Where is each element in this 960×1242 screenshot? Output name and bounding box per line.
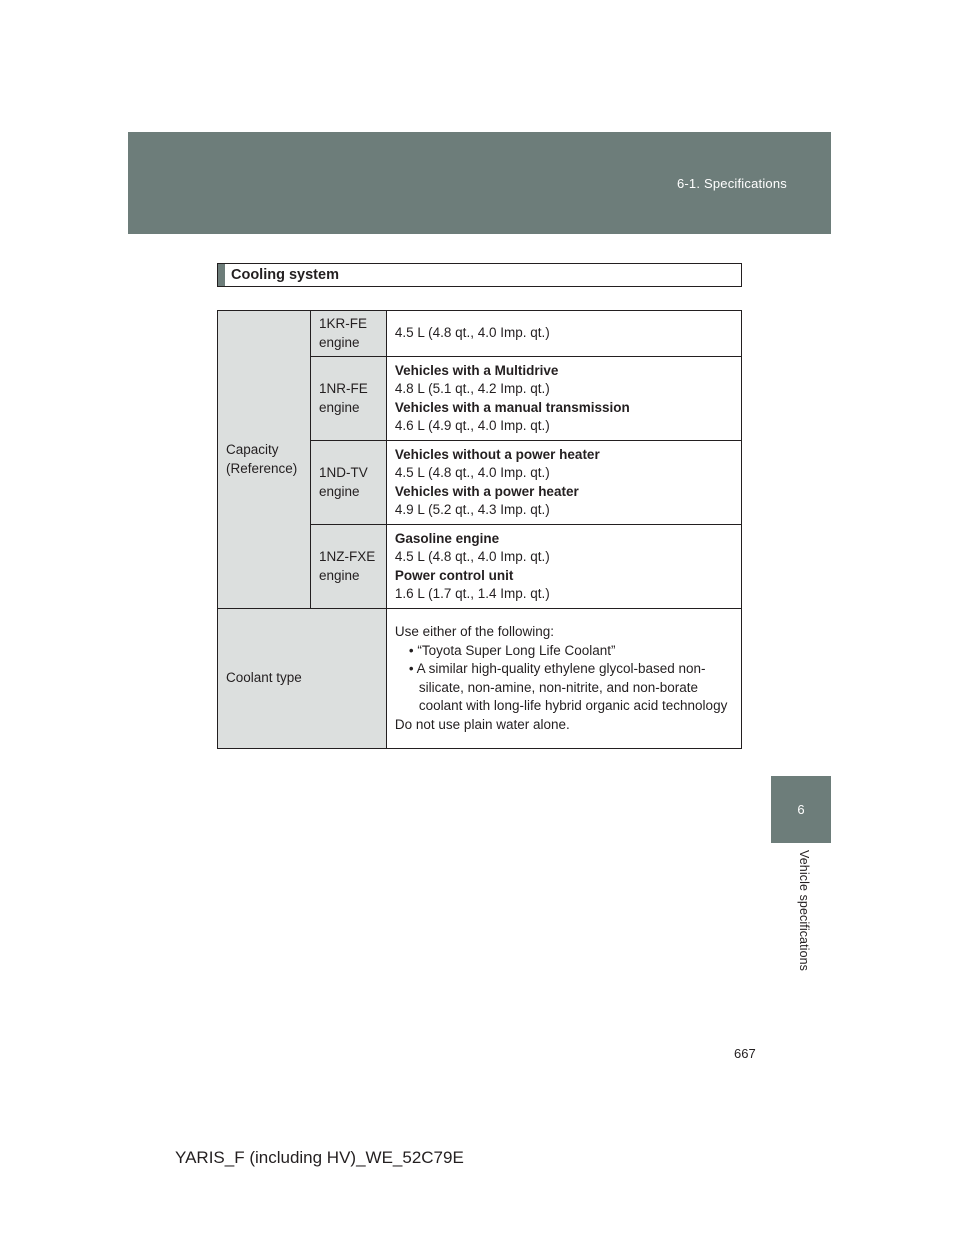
value-line: Vehicles with a manual transmission xyxy=(394,399,630,415)
coolant-value-cell xyxy=(386,609,741,749)
coolant-type-label: Coolant type xyxy=(218,609,387,749)
value-line: Vehicles without a power heater xyxy=(394,446,600,462)
chapter-tab[interactable] xyxy=(771,776,831,843)
engine-cell: 1ND-TV engine xyxy=(310,441,386,525)
table-row xyxy=(218,609,742,749)
document-footer: YARIS_F (including HV)_WE_52C79E xyxy=(175,1148,464,1167)
engine-cell: 1KR-FE engine xyxy=(310,311,386,357)
value-line: Vehicles with a power heater xyxy=(394,483,579,499)
value-line: Vehicles with a Multidrive xyxy=(394,362,559,378)
coolant-bullet: • “Toyota Super Long Life Coolant” xyxy=(408,642,616,658)
coolant-note: Do not use plain water alone. xyxy=(394,716,570,732)
value-cell xyxy=(386,525,741,609)
table-row xyxy=(218,311,742,357)
value-line: 4.8 L (5.1 qt., 4.2 Imp. qt.) xyxy=(394,381,550,396)
value-cell xyxy=(386,441,741,525)
section-heading xyxy=(217,263,742,287)
coolant-intro: Use either of the following: xyxy=(394,624,554,639)
value-line: 4.6 L (4.9 qt., 4.0 Imp. qt.) xyxy=(394,418,550,433)
chapter-label: Vehicle specifications xyxy=(797,850,811,972)
page-number: 667 xyxy=(734,1046,756,1061)
value-line: 4.9 L (5.2 qt., 4.3 Imp. qt.) xyxy=(394,502,550,517)
engine-cell: 1NR-FE engine xyxy=(310,357,386,441)
value-line: Gasoline engine xyxy=(394,530,500,546)
section-breadcrumb: 6-1. Specifications xyxy=(676,176,787,191)
header-band xyxy=(128,132,831,234)
value-cell xyxy=(386,357,741,441)
cooling-spec-table xyxy=(217,310,742,749)
value-cell xyxy=(386,311,741,357)
section-title: Cooling system xyxy=(231,267,339,283)
engine-cell: 1NZ-FXE engine xyxy=(310,525,386,609)
value-line: Power control unit xyxy=(394,567,514,583)
chapter-number: 6 xyxy=(797,802,805,817)
value-line: 4.5 L (4.8 qt., 4.0 Imp. qt.) xyxy=(394,465,550,480)
value-line: 4.5 L (4.8 qt., 4.0 Imp. qt.) xyxy=(394,549,550,564)
capacity-label: Capacity (Reference) xyxy=(218,311,311,609)
heading-accent-bar xyxy=(218,264,225,286)
coolant-bullet: • A similar high-quality ethylene glycol-based non-silicate, non-amine, non-nitrite, and non-borate coolant with long-life hybrid organic acid technology xyxy=(408,661,728,713)
value-line: 4.5 L (4.8 qt., 4.0 Imp. qt.) xyxy=(394,325,550,341)
value-line: 1.6 L (1.7 qt., 1.4 Imp. qt.) xyxy=(394,586,550,601)
